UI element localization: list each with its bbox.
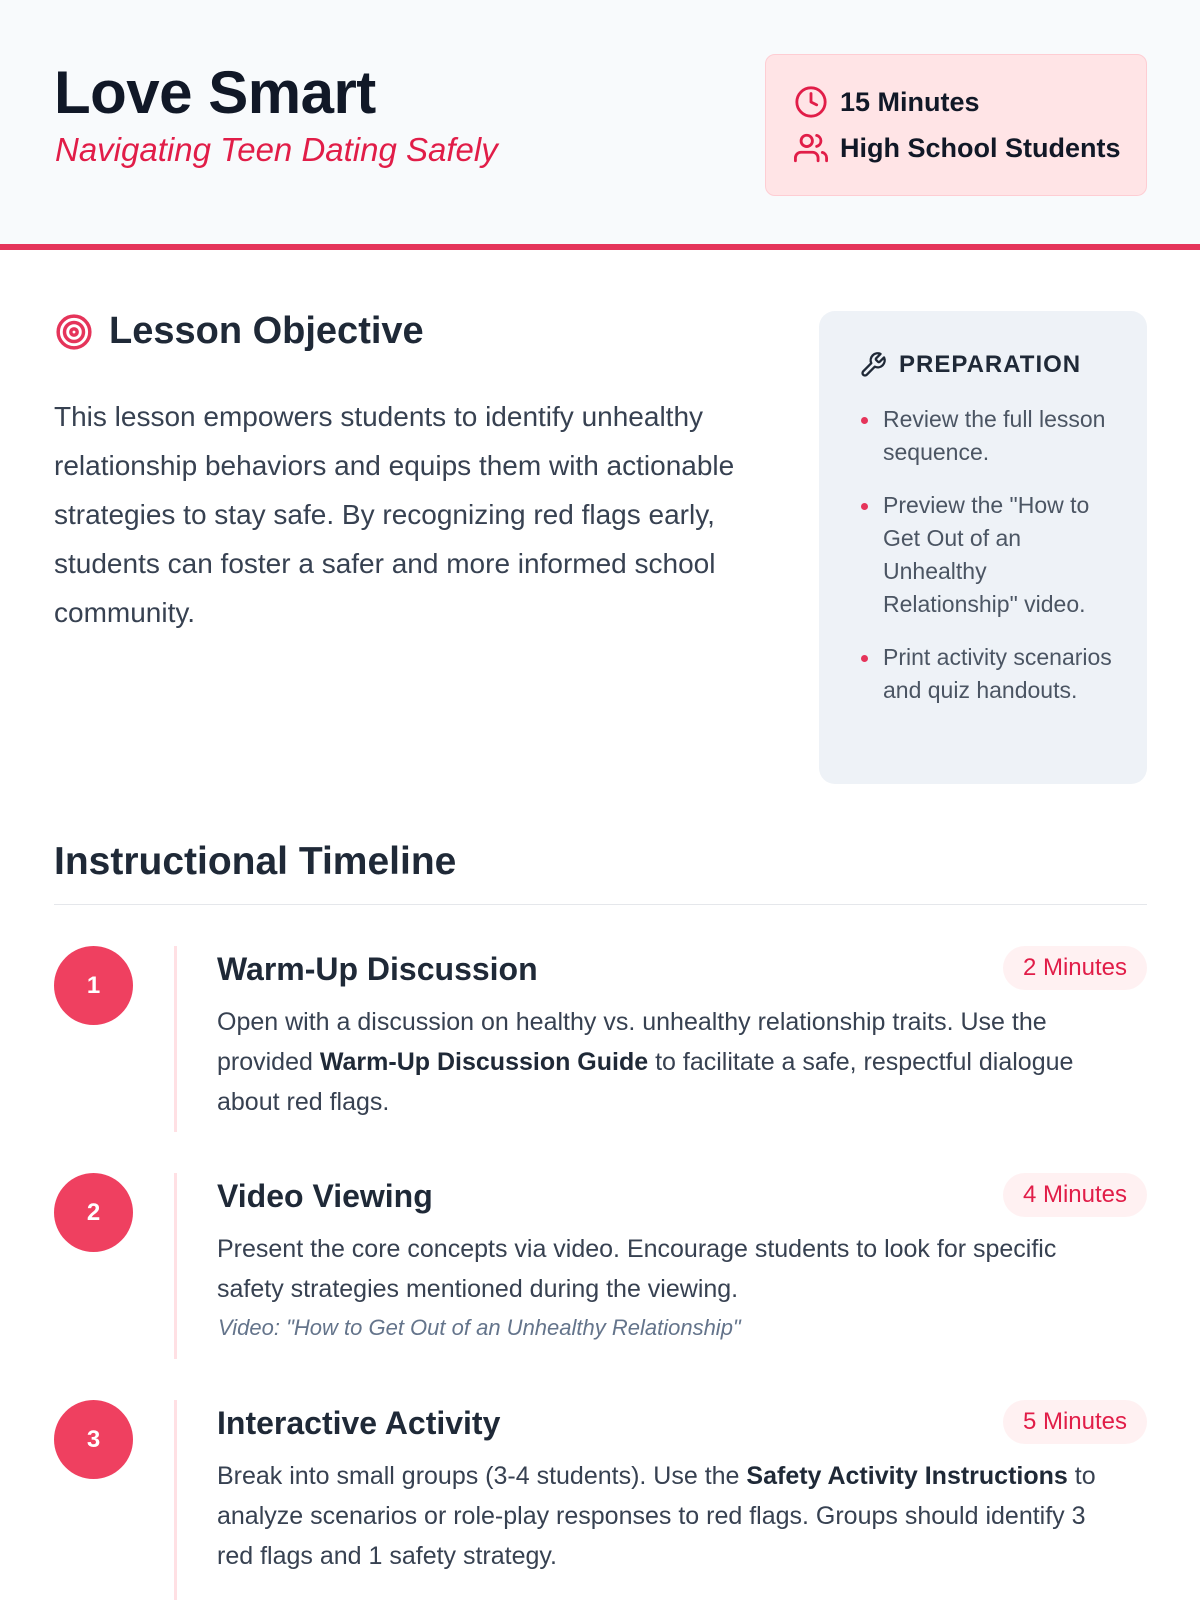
- step-number: 3: [54, 1400, 133, 1479]
- resource-name: Safety Activity Instructions: [746, 1462, 1068, 1490]
- preparation-item: Print activity scenarios and quiz handouts.: [883, 641, 1123, 707]
- wrench-icon: [859, 351, 887, 379]
- step-description: Present the core concepts via video. Encourage students to look for specific safety strategies mentioned during the viewing.: [217, 1235, 1057, 1303]
- page-subtitle: Navigating Teen Dating Safely: [55, 131, 498, 168]
- objective-text: This lesson empowers students to identify unhealthy relationship behaviors and equips them with actionable strategies to stay safe. By recognizing red flags early, students can foster a safer and more informed school community.: [54, 401, 735, 628]
- step-connector: [174, 1173, 177, 1359]
- preparation-item: Preview the "How to Get Out of an Unhealthy Relationship" video.: [883, 489, 1123, 621]
- preparation-list: [883, 403, 1123, 727]
- step-description: Break into small groups (3-4 students). Use the Safety Activity Instructions to analyze scenarios or role-play responses to red flags. Groups should identify 3 red flags and 1 safety strategy.: [217, 1462, 1096, 1570]
- lesson-meta-card: [765, 54, 1147, 196]
- timeline-heading: Instructional Timeline: [54, 840, 457, 883]
- page-title: Love Smart: [54, 59, 376, 126]
- preparation-heading: [859, 351, 1081, 379]
- clock-icon: [794, 85, 828, 119]
- preparation-heading-text: PREPARATION: [899, 351, 1082, 378]
- preparation-item: Review the full lesson sequence.: [883, 403, 1123, 469]
- step-title: Warm-Up Discussion: [217, 951, 538, 987]
- step-description: Open with a discussion on healthy vs. unhealthy relationship traits. Use the provided Warm-Up Discussion Guide to facilitate a safe, respectful dialogue about red flags.: [217, 1008, 1074, 1116]
- step-connector: [174, 1400, 177, 1600]
- step-duration-badge: 4 Minutes: [1003, 1173, 1147, 1217]
- step-connector: [174, 946, 177, 1132]
- timeline-divider: [54, 904, 1147, 905]
- audience-label: High School Students: [840, 132, 1121, 163]
- target-icon: [55, 313, 93, 351]
- duration-label: 15 Minutes: [840, 86, 980, 117]
- duration-meta: [794, 85, 980, 119]
- step-duration-badge: 2 Minutes: [1003, 946, 1147, 990]
- step-number: 2: [54, 1173, 133, 1252]
- step-duration-badge: 5 Minutes: [1003, 1400, 1147, 1444]
- objective-heading: [55, 310, 424, 353]
- preparation-card: [819, 311, 1147, 784]
- video-note: Video: "How to Get Out of an Unhealthy Relationship": [218, 1315, 741, 1340]
- audience-meta: [794, 131, 1121, 165]
- lesson-header: [0, 0, 1200, 250]
- step-title: Interactive Activity: [217, 1405, 501, 1441]
- resource-name: Warm-Up Discussion Guide: [319, 1048, 649, 1076]
- users-icon: [794, 131, 828, 165]
- step-number: 1: [54, 946, 133, 1025]
- objective-heading-text: Lesson Objective: [109, 310, 424, 352]
- step-title: Video Viewing: [217, 1178, 433, 1214]
